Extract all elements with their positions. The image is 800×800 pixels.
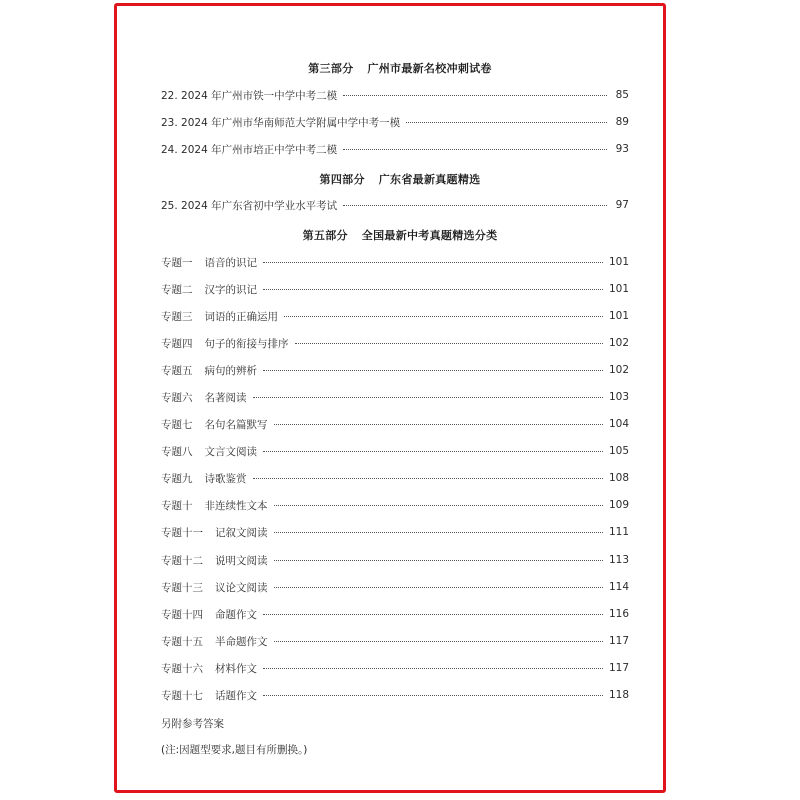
section-heading-5: 第五部分 全国最新中考真题精选分类 — [302, 229, 498, 242]
toc-entry[interactable]: 专题五 病句的辨析 102 — [161, 364, 629, 377]
toc-entry[interactable]: 专题四 句子的衔接与排序 102 — [161, 337, 629, 350]
leader-dots — [284, 316, 603, 317]
leader-dots — [263, 668, 603, 669]
toc-entry[interactable]: 专题九 诗歌鉴赏 108 — [161, 472, 629, 485]
leader-dots — [343, 205, 607, 206]
leader-dots — [274, 587, 603, 588]
toc-entry[interactable]: 25. 2024 年广东省初中学业水平考试 97 — [161, 199, 629, 212]
toc-entry[interactable]: 专题一 语音的识记 101 — [161, 256, 629, 269]
leader-dots — [274, 505, 603, 506]
toc-entry[interactable]: 24. 2024 年广州市培正中学中考二模 93 — [161, 143, 629, 156]
toc-entry[interactable]: 23. 2024 年广州市华南师范大学附属中学中考一模 89 — [161, 116, 629, 129]
leader-dots — [263, 262, 603, 263]
leader-dots — [263, 451, 603, 452]
footnote: (注:因题型要求,题目有所删换。) — [161, 744, 308, 756]
leader-dots — [253, 478, 603, 479]
toc-entry[interactable]: 专题十七 话题作文 118 — [161, 689, 629, 702]
leader-dots — [274, 641, 603, 642]
leader-dots — [295, 343, 603, 344]
toc-entry[interactable]: 专题三 词语的正确运用 101 — [161, 310, 629, 323]
leader-dots — [263, 289, 603, 290]
toc-entry[interactable]: 22. 2024 年广州市铁一中学中考二模 85 — [161, 89, 629, 102]
toc-entry[interactable]: 专题二 汉字的识记 101 — [161, 283, 629, 296]
toc-entry[interactable]: 专题十五 半命题作文 117 — [161, 635, 629, 648]
toc-entry[interactable]: 专题八 文言文阅读 105 — [161, 445, 629, 458]
leader-dots — [343, 95, 607, 96]
leader-dots — [263, 695, 603, 696]
toc-entry[interactable]: 专题七 名句名篇默写 104 — [161, 418, 629, 431]
section-heading-3: 第三部分 广州市最新名校冲刺试卷 — [308, 62, 492, 75]
leader-dots — [274, 532, 603, 533]
appendix-line[interactable]: 另附参考答案 — [161, 718, 224, 730]
toc-entry[interactable]: 专题十 非连续性文本 109 — [161, 499, 629, 512]
leader-dots — [343, 149, 607, 150]
leader-dots — [274, 424, 603, 425]
leader-dots — [274, 560, 603, 561]
toc-entry[interactable]: 专题十一 记叙文阅读 111 — [161, 526, 629, 539]
leader-dots — [263, 370, 603, 371]
leader-dots — [253, 397, 603, 398]
section-heading-4: 第四部分 广东省最新真题精选 — [319, 173, 481, 186]
toc-entry[interactable]: 专题十二 说明文阅读 113 — [161, 554, 629, 567]
toc-entry[interactable]: 专题十四 命题作文 116 — [161, 608, 629, 621]
leader-dots — [406, 122, 607, 123]
toc-entry[interactable]: 专题六 名著阅读 103 — [161, 391, 629, 404]
toc-entry[interactable]: 专题十六 材料作文 117 — [161, 662, 629, 675]
leader-dots — [263, 614, 603, 615]
toc-entry[interactable]: 专题十三 议论文阅读 114 — [161, 581, 629, 594]
